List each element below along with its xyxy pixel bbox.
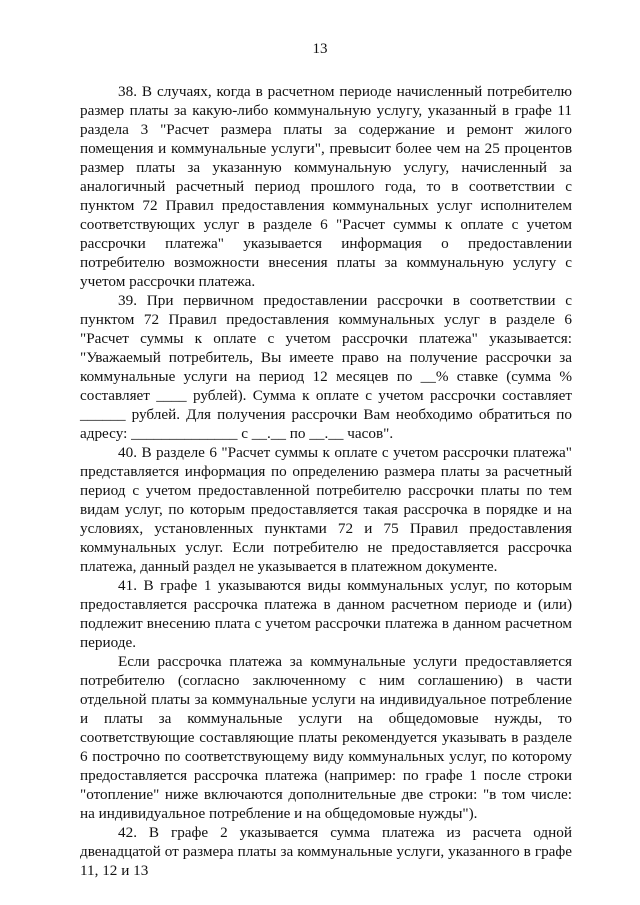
document-body [80, 82, 572, 880]
paragraph-41: 41. В графе 1 указываются виды коммунальных услуг, по которым предоставляется рассрочка платежа в данном расчетном периоде и (или) подлежит внесению плата с учетом рассрочки платежа в данном расчетном периоде. [80, 577, 572, 651]
paragraph-39: 39. При первичном предоставлении рассрочки в соответствии с пунктом 72 Правил предоставления коммунальных услуг в разделе 6 "Расчет суммы к оплате с учетом рассрочки платежа" указывается: "Уважаемый потребитель, Вы имеете право на получение рассрочки за коммунальные услуги на период 12 месяцев по __% ставке (сумма % составляет ____ рублей). Сумма к оплате с учетом рассрочки составляет ______ рублей. Для получения рассрочки Вам необходимо обратиться по адресу: ______________ с __.__ по __.__ часов". [80, 292, 572, 442]
page-number: 13 [312, 41, 328, 57]
paragraph-38: 38. В случаях, когда в расчетном периоде начисленный потребителю размер платы за какую-либо коммунальную услугу, указанный в графе 11 раздела 3 "Расчет размера платы за содержание и ремонт жилого помещения и коммунальные услуги", превысит более чем на 25 процентов размер платы за указанную коммунальную услугу, начисленный за аналогичный расчетный период прошлого года, то в соответствии с пунктом 72 Правил предоставления коммунальных услуг исполнителем соответствующих услуг в разделе 6 "Расчет суммы к оплате с учетом рассрочки платежа" указывается информация о предоставлении потребителю возможности внесения платы за коммунальную услугу с учетом рассрочки платежа. [80, 83, 572, 290]
paragraph-40: 40. В разделе 6 "Расчет суммы к оплате с учетом рассрочки платежа" представляется информация по определению размера платы за расчетный период с учетом предоставленной потребителю рассрочки платы по тем видам услуг, по которым предоставляется такая рассрочка в порядке и на условиях, установленных пунктами 72 и 75 Правил предоставления коммунальных услуг. Если потребителю не предоставляется рассрочка платежа, данный раздел не указывается в платежном документе. [80, 444, 572, 575]
paragraph-42: 42. В графе 2 указывается сумма платежа из расчета одной двенадцатой от размера платы за коммунальные услуги, указанного в графе 11, 12 и 13 [80, 824, 572, 879]
paragraph-41-continuation: Если рассрочка платежа за коммунальные услуги предоставляется потребителю (согласно заключенному с ним соглашению) в части отдельной платы за коммунальные услуги на индивидуальное потребление и платы за коммунальные услуги на общедомовые нужды, то соответствующие составляющие платы рекомендуется указывать в разделе 6 построчно по соответствующему виду коммунальных услуг, по которому предоставляется рассрочка платежа (например: по графе 1 после строки "отопление" ниже включаются дополнительные две строки: "в том числе: на индивидуальное потребление и на общедомовые нужды"). [80, 653, 572, 822]
